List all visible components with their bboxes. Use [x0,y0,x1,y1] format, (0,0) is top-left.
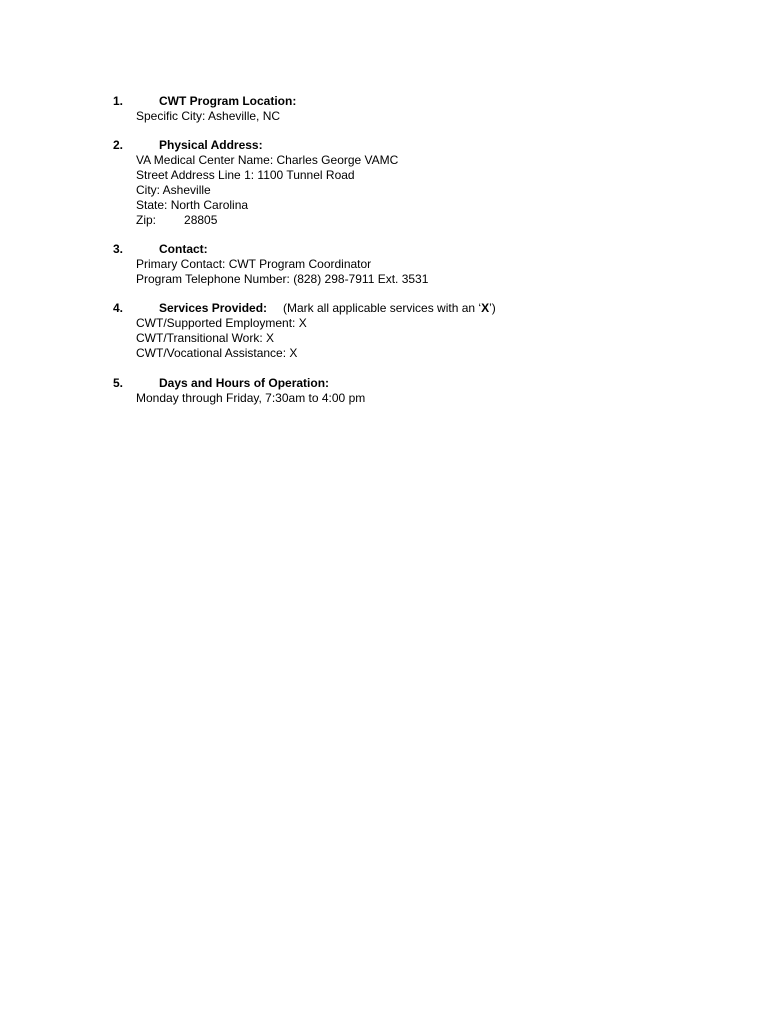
section-number: 5. [113,376,124,390]
city-line: City: Asheville [136,183,211,197]
section-number: 4. [113,301,124,315]
section-heading [113,94,713,109]
telephone-line: Program Telephone Number: (828) 298-7911 Ext. 3531 [136,272,429,286]
note-mark: X [481,301,490,315]
note-suffix: ’) [489,301,496,315]
section-services-provided [113,301,713,361]
section-program-location [113,94,713,124]
section-heading [113,301,713,316]
zip-line [136,213,713,228]
section-title: Physical Address: [159,138,263,152]
section-number: 1. [113,94,124,108]
section-title: Days and Hours of Operation: [159,376,330,390]
section-physical-address [113,138,713,228]
vocational-assistance-line: CWT/Vocational Assistance: X [136,346,298,360]
section-heading [113,376,713,391]
zip-label: Zip: [136,213,157,227]
note-prefix: (Mark all applicable services with an ‘ [283,301,482,315]
zip-value: 28805 [184,213,218,227]
medical-center-name-line: VA Medical Center Name: Charles George VAMC [136,153,399,167]
supported-employment-line: CWT/Supported Employment: X [136,316,307,330]
section-title: Contact: [159,242,208,256]
services-instruction-note [283,301,496,316]
state-line: State: North Carolina [136,198,249,212]
section-title: CWT Program Location: [159,94,297,108]
section-heading [113,242,713,257]
section-hours-of-operation [113,376,713,406]
section-heading [113,138,713,153]
hours-line: Monday through Friday, 7:30am to 4:00 pm [136,391,366,405]
primary-contact-line: Primary Contact: CWT Program Coordinator [136,257,372,271]
section-number: 3. [113,242,124,256]
street-address-line: Street Address Line 1: 1100 Tunnel Road [136,168,355,182]
section-contact [113,242,713,287]
section-number: 2. [113,138,124,152]
section-title: Services Provided: [159,301,268,315]
transitional-work-line: CWT/Transitional Work: X [136,331,275,345]
specific-city-line: Specific City: Asheville, NC [136,109,281,123]
